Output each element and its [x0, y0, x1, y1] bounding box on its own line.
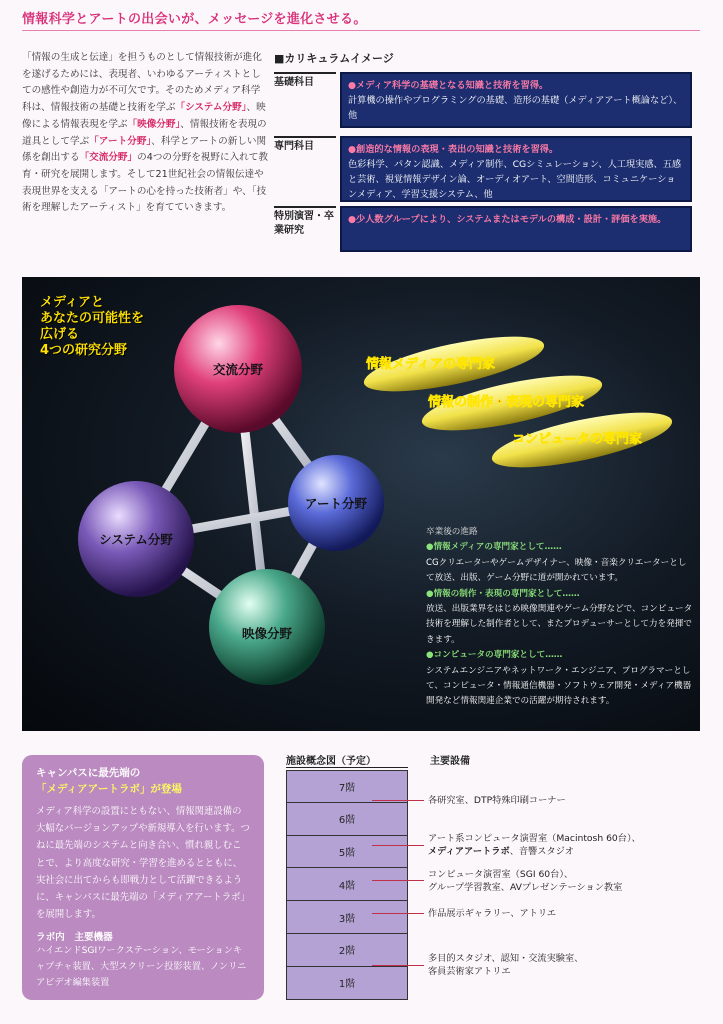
lab-body: メディア科学の設置にともない、情報関連設備の大幅なバージョンアップや新規導入を行います。つねに最先端のシステムと向き合い、慣れ親しむことで、より高度な研究・学習を進めるとともに、実社会に出てからも即戦力として活躍できるように、キャンパスに最先端の「メディアアートラボ」を展開します。 [36, 806, 250, 921]
career-section-head: ●情報の制作・表現の専門家として…… [426, 588, 580, 599]
intro-segment: 、情報技術を表現の道具として学ぶ [22, 118, 267, 147]
equipment-title: 主要設備 [430, 756, 470, 767]
curriculum-label: 専門科目 [274, 136, 336, 154]
curriculum-label: 特別演習・卒業研究 [274, 206, 336, 238]
intro-highlight: 「交流分野」 [79, 152, 138, 164]
equipment-tail: 、音響スタジオ [509, 846, 574, 857]
intro-segment: 「情報の生成と伝達」を担うものとして情報技術が進化を遂げるためには、表現者、いわゆるアーティストとしての感性や創造力が不可欠です。そのためメディア科学科は、情報技術の基礎と技術を学ぶ [22, 52, 262, 114]
curriculum-head: ●メディア科学の基礎となる知識と技術を習得。 [348, 80, 549, 91]
panel-title-line: あなたの可能性を [40, 311, 145, 326]
floor-2: 2階 [286, 934, 408, 967]
curriculum-label: 基礎科目 [274, 72, 336, 90]
curriculum-title: ■カリキュラムイメージ [274, 52, 394, 65]
equipment-item [428, 907, 556, 920]
floor-6: 6階 [286, 803, 408, 836]
intro-highlight: 「映像分野」 [127, 118, 181, 130]
sphere-label-art: アート分野 [304, 496, 368, 511]
lab-title [36, 765, 250, 797]
floor-7: 7階 [286, 770, 408, 803]
facility-title-rule [286, 767, 408, 768]
career-section-body: 放送、出版業界をはじめ映像関連やゲーム分野などで、コンピュータ技術を理解した制作者として、またプロデューサーとして力を発揮できます。 [426, 604, 693, 645]
leader-line [372, 913, 424, 914]
intro-segment: 、科学とアートの新しい関係を創出する [22, 135, 267, 164]
intro-segment: の4つの分野を視野に入れて教育・研究を展開します。そして21世紀社会の情報伝達や表現世界を支える「アートの心を持った技術者」や、「技術を理解したアーティスト」を育てていきます。 [22, 152, 268, 214]
lab-equipment-body: ハイエンドSGIワークステーション、モーションキャプチャ装置、大型スクリーン投影装置、ノンリニアビデオ編集装置 [36, 945, 247, 989]
equipment-line: 客員芸術家アトリエ [428, 966, 511, 977]
curriculum-head: ●創造的な情報の表現・表出の知識と技術を習得。 [348, 144, 559, 155]
equipment-line [428, 845, 641, 858]
career-section-head: ●情報メディアの専門家として…… [426, 542, 562, 553]
equipment-line: アート系コンピュータ演習室（Macintosh 60台）、 [428, 833, 641, 844]
media-art-lab-box [22, 755, 264, 1000]
panel-title-line: メディアと [40, 295, 104, 310]
curriculum-head: ●少人数グループにより、システムまたはモデルの構成・設計・評価を実施。 [348, 214, 667, 225]
equipment-line: 各研究室、DTP特殊印刷コーナー [428, 795, 566, 806]
career-caption: 卒業後の進路 [426, 527, 478, 537]
equipment-line: コンピュータ演習室（SGI 60台）、 [428, 869, 574, 880]
leader-line [372, 965, 424, 966]
intro-highlight: 「システム分野」 [175, 102, 247, 114]
floor-1: 1階 [286, 967, 408, 1000]
leader-line [372, 800, 424, 801]
sphere-label-eizo: 映像分野 [241, 626, 293, 641]
intro-text [22, 50, 268, 217]
curriculum-box [340, 72, 692, 128]
curriculum-body: 色彩科学、パタン認識、メディア制作、CGシミュレーション、人工現実感、五感と芸術、視覚情報デザイン論、オーディオアート、空間造形、コミュニケーションメディア、学習支援システム、他 [348, 159, 682, 200]
equipment-bold: メディアアートラボ [428, 846, 510, 857]
equipment-item [428, 952, 583, 978]
floor-5: 5階 [286, 836, 408, 869]
intro-highlight: 「アート分野」 [89, 135, 152, 147]
equipment-item [428, 832, 641, 858]
curriculum-box [340, 136, 692, 202]
capsule-label: 情報の制作・表現の専門家 [428, 395, 585, 410]
curriculum-box [340, 206, 692, 252]
page-headline: 情報科学とアートの出会いが、メッセージを進化させる。 [22, 12, 367, 27]
floor-4: 4階 [286, 868, 408, 901]
panel-title-line: 4つの研究分野 [40, 343, 128, 358]
capsule-label: コンピュータの専門家 [512, 432, 643, 447]
sphere-label-system: システム分野 [99, 532, 173, 547]
leader-line [372, 880, 424, 881]
equipment-line: 作品展示ギャラリー、アトリエ [428, 908, 557, 919]
panel-title-line: 広げる [40, 327, 80, 342]
headline-rule [22, 30, 700, 31]
equipment-line: グループ学習教室、AVプレゼンテーション教室 [428, 882, 623, 893]
floor-3: 3階 [286, 901, 408, 934]
equipment-line: 多目的スタジオ、認知・交流実験室、 [428, 953, 584, 964]
career-section-body: CGクリエーターやゲームデザイナー、映像・音楽クリエーターとして放送、出版、ゲーム分野に道が開かれています。 [426, 557, 687, 584]
career-paths [426, 525, 694, 710]
leader-line [372, 845, 424, 846]
lab-equipment-title: ラボ内 主要機器 [36, 932, 113, 944]
capsule-label: 情報メディアの専門家 [366, 357, 495, 372]
lab-title-line: キャンパスに最先端の [36, 767, 141, 779]
lab-title-line: 「メディアアートラボ」が登場 [36, 783, 182, 795]
equipment-item [428, 868, 622, 894]
facility-title: 施設概念図（予定） [286, 756, 376, 767]
curriculum-body: 計算機の操作やプログラミングの基礎、造形の基礎（メディアアート概論など）、他 [348, 95, 683, 121]
research-fields-panel [22, 277, 700, 731]
career-section-head: ●コンピュータの専門家として…… [426, 650, 563, 661]
intro-segment: 、映像による情報表現を学ぶ [22, 102, 266, 130]
sphere-label-koryu: 交流分野 [212, 362, 264, 377]
career-section-body: システムエンジニアやネットワーク・エンジニア、プログラマーとして、コンピュータ・情報通信機器・ソフトウェア開発・メディア機器開発など情報関連企業での活躍が期待されます。 [426, 665, 692, 707]
equipment-item [428, 794, 566, 807]
